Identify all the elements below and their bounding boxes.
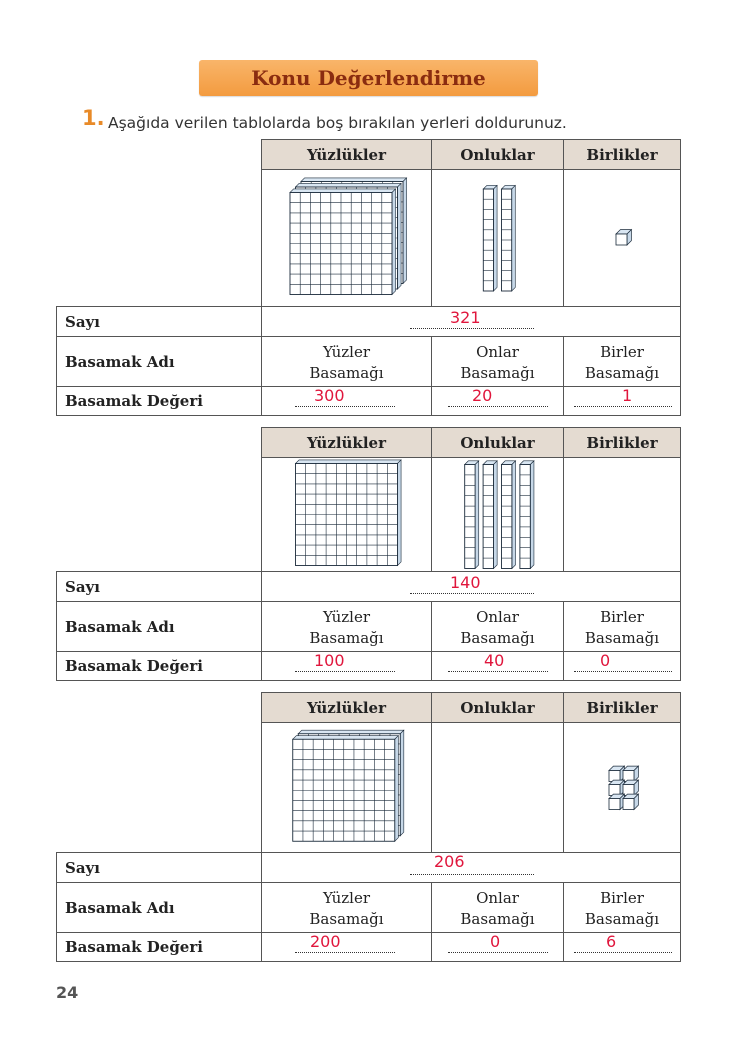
question-text: Aşağıda verilen tablolarda boş bırakılan yerleri doldurunuz. <box>108 114 567 132</box>
ones-value-blank <box>574 952 672 953</box>
ten-rod <box>465 461 479 569</box>
number-label: Sayı <box>56 852 262 883</box>
hundreds-blocks-cell <box>261 169 432 307</box>
ones-value-answer: 1 <box>622 386 633 405</box>
header-tens: Onluklar <box>431 692 564 723</box>
hundreds-place-name-line1: Yüzler <box>322 343 370 361</box>
place-name-label: Basamak Adı <box>56 882 262 933</box>
hundreds-value-cell <box>261 932 432 962</box>
hundreds-place-name-line2: Basamağı <box>309 364 384 382</box>
ones-value-cell <box>563 932 681 962</box>
tens-value-blank <box>448 952 548 953</box>
tens-place-name-line1: Onlar <box>476 343 519 361</box>
tens-value-answer: 40 <box>484 651 505 670</box>
one-cube <box>623 766 638 781</box>
header-hundreds: Yüzlükler <box>261 692 432 723</box>
hundreds-place-name-line2: Basamağı <box>309 629 384 647</box>
number-answer-cell <box>261 306 681 337</box>
number-blank <box>410 328 534 329</box>
hundreds-place-name <box>261 601 432 652</box>
tens-place-name <box>431 336 564 387</box>
header-hundreds: Yüzlükler <box>261 427 432 458</box>
ten-rod <box>502 461 516 569</box>
ones-place-name-line1: Birler <box>600 608 644 626</box>
ten-rod <box>483 461 497 569</box>
ones-value-answer: 0 <box>600 651 611 670</box>
ones-blocks <box>564 458 680 571</box>
number-label: Sayı <box>56 306 262 337</box>
number-answer: 321 <box>450 308 481 327</box>
tens-place-name-line2: Basamağı <box>460 364 535 382</box>
ones-blocks-cell <box>563 722 681 853</box>
ones-blocks-cell <box>563 169 681 307</box>
tens-place-name-line2: Basamağı <box>460 910 535 928</box>
ones-place-name-line2: Basamağı <box>584 364 660 382</box>
tens-place-name <box>431 882 564 933</box>
hundreds-place-name <box>261 336 432 387</box>
table-2 <box>56 427 681 681</box>
ten-rod <box>502 185 516 291</box>
ones-value-cell <box>563 651 681 681</box>
ten-rod <box>520 461 534 569</box>
one-cube <box>609 766 624 781</box>
tens-blocks <box>432 723 563 852</box>
header-hundreds: Yüzlükler <box>261 139 432 170</box>
hundreds-blocks <box>262 458 431 571</box>
number-blank <box>410 593 534 594</box>
header-tens: Onluklar <box>431 139 564 170</box>
hundred-flat <box>290 189 396 295</box>
hundreds-place-name-line1: Yüzler <box>322 889 370 907</box>
ones-place-name <box>563 601 681 652</box>
hundreds-place-name-line1: Yüzler <box>322 608 370 626</box>
tens-value-answer: 20 <box>472 386 493 405</box>
header-ones: Birlikler <box>563 692 681 723</box>
hundred-flat <box>293 736 399 842</box>
hundreds-value-blank <box>295 952 395 953</box>
ones-value-answer: 6 <box>606 932 617 951</box>
ones-value-blank <box>574 406 672 407</box>
tens-value-blank <box>448 406 548 407</box>
one-cube <box>609 794 624 809</box>
ten-rod <box>483 185 497 291</box>
hundred-flat <box>296 460 402 566</box>
place-name-label: Basamak Adı <box>56 336 262 387</box>
hundreds-value-blank <box>295 671 395 672</box>
table-1 <box>56 139 681 416</box>
ones-value-blank <box>574 671 672 672</box>
title-banner <box>199 60 538 96</box>
number-answer: 140 <box>450 573 481 592</box>
number-answer-cell <box>261 571 681 602</box>
tens-blocks-cell <box>431 169 564 307</box>
header-tens: Onluklar <box>431 427 564 458</box>
ones-place-name-line2: Basamağı <box>584 629 660 647</box>
header-ones: Birlikler <box>563 139 681 170</box>
ones-place-name-line1: Birler <box>600 889 644 907</box>
table-3 <box>56 692 681 962</box>
tens-value-blank <box>448 671 548 672</box>
hundreds-value-cell <box>261 386 432 416</box>
tens-blocks <box>432 170 563 306</box>
number-blank <box>410 874 534 875</box>
ones-blocks <box>564 170 680 306</box>
hundreds-value-cell <box>261 651 432 681</box>
number-answer-cell <box>261 852 681 883</box>
tens-value-cell <box>431 932 564 962</box>
page-title: Konu Değerlendirme <box>251 66 486 90</box>
tens-blocks <box>432 458 563 571</box>
tens-value-cell <box>431 651 564 681</box>
hundreds-place-name <box>261 882 432 933</box>
tens-value-answer: 0 <box>490 932 501 951</box>
ones-place-name-line1: Birler <box>600 343 644 361</box>
tens-blocks-cell <box>431 722 564 853</box>
ones-place-name-line2: Basamağı <box>584 910 660 928</box>
hundreds-blocks-cell <box>261 457 432 572</box>
tens-place-name <box>431 601 564 652</box>
ones-blocks <box>564 723 680 852</box>
number-label: Sayı <box>56 571 262 602</box>
question-number: 1. <box>82 106 105 130</box>
one-cube <box>616 230 631 245</box>
ones-value-cell <box>563 386 681 416</box>
place-name-label: Basamak Adı <box>56 601 262 652</box>
hundreds-blocks <box>262 723 431 852</box>
tens-place-name-line1: Onlar <box>476 608 519 626</box>
tens-blocks-cell <box>431 457 564 572</box>
place-value-label: Basamak Değeri <box>56 932 262 962</box>
ones-place-name <box>563 882 681 933</box>
page-number: 24 <box>56 983 79 1002</box>
place-value-label: Basamak Değeri <box>56 651 262 681</box>
hundreds-blocks <box>262 170 431 306</box>
ones-place-name <box>563 336 681 387</box>
one-cube <box>623 794 638 809</box>
number-answer: 206 <box>434 852 465 871</box>
tens-place-name-line1: Onlar <box>476 889 519 907</box>
header-ones: Birlikler <box>563 427 681 458</box>
hundreds-blocks-cell <box>261 722 432 853</box>
hundreds-place-name-line2: Basamağı <box>309 910 384 928</box>
hundreds-value-blank <box>295 406 395 407</box>
ones-blocks-cell <box>563 457 681 572</box>
hundreds-value-answer: 300 <box>314 386 345 405</box>
one-cube <box>623 780 638 795</box>
hundreds-value-answer: 200 <box>310 932 341 951</box>
tens-value-cell <box>431 386 564 416</box>
tens-place-name-line2: Basamağı <box>460 629 535 647</box>
place-value-label: Basamak Değeri <box>56 386 262 416</box>
one-cube <box>609 780 624 795</box>
hundreds-value-answer: 100 <box>314 651 345 670</box>
